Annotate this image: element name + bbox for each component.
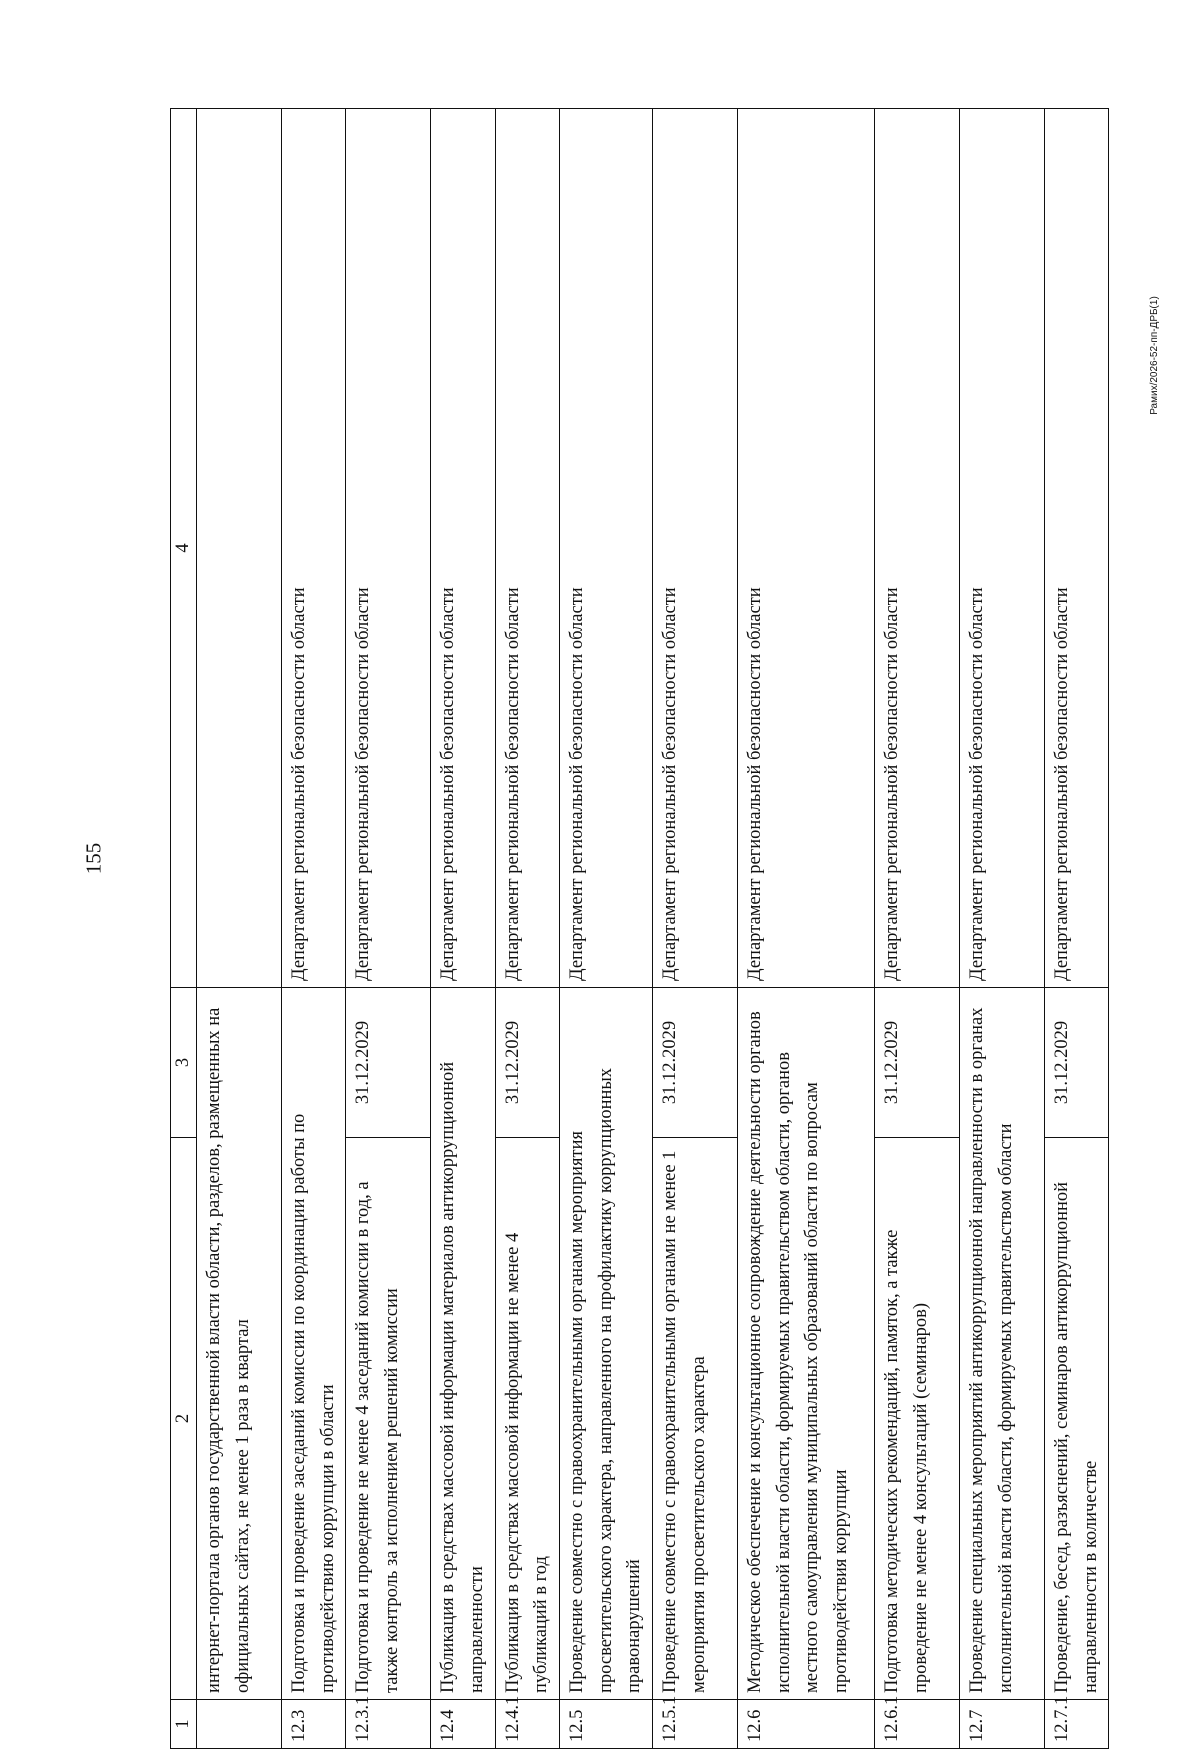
row-executor: Департамент региональной безопасности области — [495, 109, 559, 988]
row-activity: Публикация в средствах массовой информации не менее 4 публикаций в год — [495, 1138, 559, 1700]
header-col-1: 1 — [171, 1700, 197, 1749]
row-deadline: 31.12.2029 — [495, 988, 559, 1138]
row-number: 12.6.1 — [875, 1700, 960, 1749]
row-number: 12.3 — [282, 1700, 346, 1749]
row-executor: Департамент региональной безопасности области — [653, 109, 738, 988]
row-activity: Проведение, бесед, разъяснений, семинаров антикоррупционной направленности в количестве — [1045, 1138, 1109, 1700]
row-number: 12.7.1 — [1045, 1700, 1109, 1749]
row-activity: Подготовка и проведение заседаний комиссии по координации работы по противодействию коррупции в области — [282, 988, 346, 1700]
row-activity: Подготовка и проведение не менее 4 заседаний комиссии в год, а также контроль за исполнением решений комиссии — [346, 1138, 431, 1700]
row-number: 12.5 — [560, 1700, 653, 1749]
row-activity: Подготовка методических рекомендаций, памяток, а также проведение не менее 4 консультаций (семинаров) — [875, 1138, 960, 1700]
row-deadline: 31.12.2029 — [1045, 988, 1109, 1138]
table-row — [197, 109, 282, 1749]
row-number: 12.4.1 — [495, 1700, 559, 1749]
table-row — [960, 109, 1045, 1749]
header-row — [171, 109, 197, 1749]
measures-table — [170, 108, 1109, 1749]
row-executor: Департамент региональной безопасности области — [960, 109, 1045, 988]
row-executor: Департамент региональной безопасности области — [282, 109, 346, 988]
row-activity: Методическое обеспечение и консультационное сопровождение деятельности органов исполнительной власти области, формируемых правительством области, органов местного самоуправления муниципальных образований области по вопросам противодействия коррупции — [738, 988, 875, 1700]
row-number — [197, 1700, 282, 1749]
row-executor: Департамент региональной безопасности области — [875, 109, 960, 988]
header-col-2: 2 — [171, 1138, 197, 1700]
row-activity: Публикация в средствах массовой информации материалов антикоррупционной направленности — [431, 988, 495, 1700]
header-col-3: 3 — [171, 988, 197, 1138]
table-row — [431, 109, 495, 1749]
row-number: 12.3.1 — [346, 1700, 431, 1749]
header-col-4: 4 — [171, 109, 197, 988]
row-executor: Департамент региональной безопасности области — [346, 109, 431, 988]
table-row — [495, 109, 559, 1749]
table-row — [1045, 109, 1109, 1749]
row-number: 12.4 — [431, 1700, 495, 1749]
row-executor: Департамент региональной безопасности области — [1045, 109, 1109, 988]
table-row — [653, 109, 738, 1749]
row-activity: Проведение совместно с правоохранительными органами мероприятия просветительского характера, направленного на профилактику коррупционных правонарушений — [560, 988, 653, 1700]
document-code: Рамих/2026-52-пп-ДРБ(1) — [1148, 296, 1160, 415]
table-row — [282, 109, 346, 1749]
table-row — [346, 109, 431, 1749]
row-executor: Департамент региональной безопасности области — [560, 109, 653, 988]
table-row — [875, 109, 960, 1749]
page-number: 155 — [81, 842, 106, 875]
row-executor — [197, 109, 282, 988]
row-executor: Департамент региональной безопасности области — [431, 109, 495, 988]
row-number: 12.5.1 — [653, 1700, 738, 1749]
row-executor: Департамент региональной безопасности области — [738, 109, 875, 988]
table-row — [738, 109, 875, 1749]
row-activity: Проведение совместно с правоохранительными органами не менее 1 мероприятия просветительского характера — [653, 1138, 738, 1700]
row-deadline: 31.12.2029 — [875, 988, 960, 1138]
row-deadline: 31.12.2029 — [346, 988, 431, 1138]
row-activity: интернет-портала органов государственной власти области, разделов, размещенных на официальных сайтах, не менее 1 раза в квартал — [197, 988, 282, 1700]
rotated-table-frame — [170, 109, 1101, 1749]
table-row — [560, 109, 653, 1749]
row-number: 12.6 — [738, 1700, 875, 1749]
row-activity: Проведение специальных мероприятий антикоррупционной направленности в органах исполнительной власти области, формируемых правительством области — [960, 988, 1045, 1700]
row-number: 12.7 — [960, 1700, 1045, 1749]
row-deadline: 31.12.2029 — [653, 988, 738, 1138]
